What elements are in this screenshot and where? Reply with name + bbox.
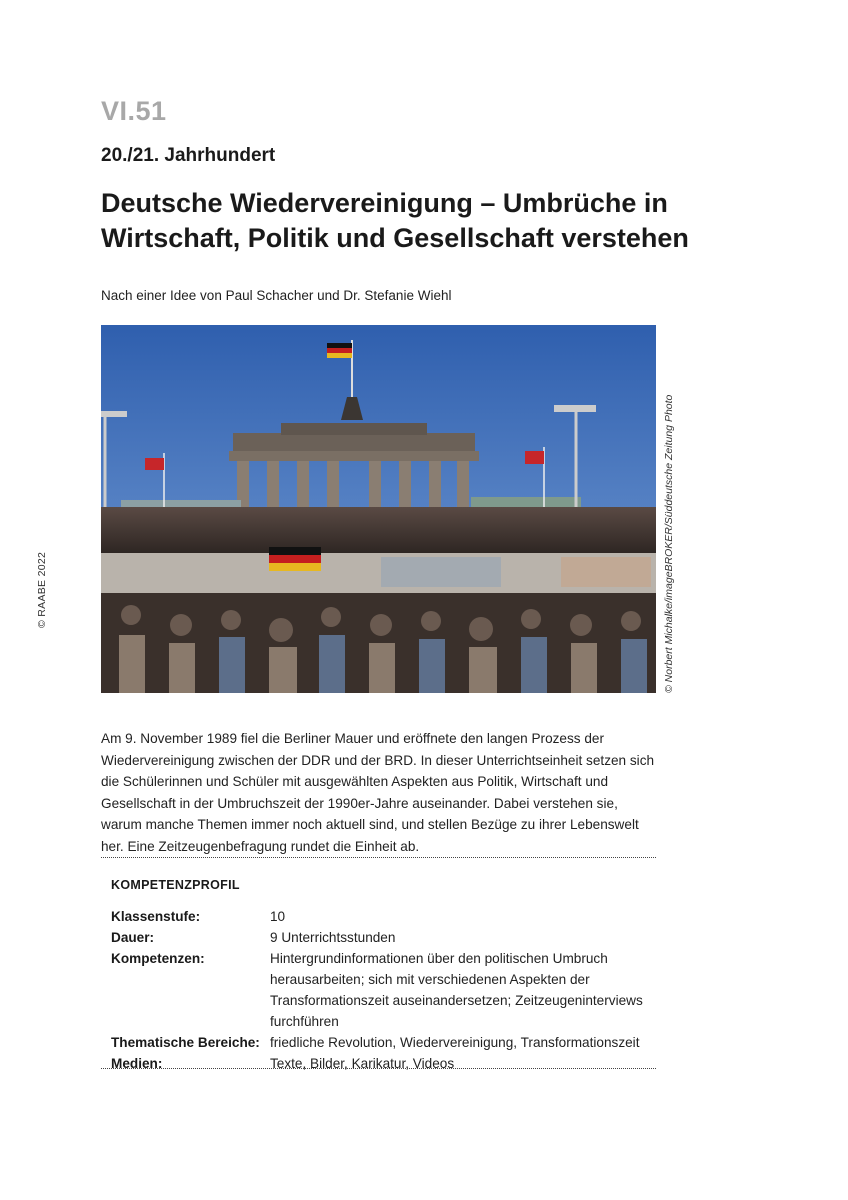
profile-row-duration (111, 927, 656, 948)
intro-paragraph: Am 9. November 1989 fiel die Berliner Mauer und eröffnete den langen Prozess der Wiedervereinigung zwischen der DDR und der BRD. In dieser Unterrichtseinheit setzen sich die Schülerinnen und Schüler mit ausgewählten Aspekten aus Politik, Wirtschaft und Gesellschaft in der Umbruchszeit der 1990er-Jahre auseinander. Dabei verstehen sie, warum manche Themen immer noch aktuell sind, und stellen Bezüge zu ihrer Lebenswelt her. Eine Zeitzeugenbefragung rundet die Einheit ab. (101, 731, 655, 854)
profile-row-competences (111, 948, 656, 1032)
profile-value: 9 Unterrichtsstunden (270, 930, 396, 945)
copyright-note: © RAABE 2022 (36, 551, 48, 628)
profile-label: Thematische Bereiche: (111, 1035, 260, 1050)
profile-label: Kompetenzen: (111, 951, 205, 966)
idea-credit: Nach einer Idee von Paul Schacher und Dr. Stefanie Wiehl (101, 288, 452, 303)
subtitle-century: 20./21. Jahrhundert (101, 145, 276, 166)
photo-credit: © Norbert Michalke/imageBROKER/Süddeutsche Zeitung Photo (663, 394, 675, 693)
divider-top (101, 857, 656, 858)
profile-label: Klassenstufe: (111, 909, 201, 924)
profile-row-topics (111, 1032, 656, 1053)
competence-profile (111, 906, 656, 1074)
profile-row-grade (111, 906, 656, 927)
divider-bottom (101, 1068, 656, 1069)
brandenburg-gate-photo (101, 325, 656, 693)
profile-value: 10 (270, 909, 286, 924)
profile-row-media (111, 1053, 656, 1074)
profile-value: Hintergrundinformationen über den politischen Umbruch herausarbeiten; sich mit verschiedenen Aspekten der Transformationszeit auseinandersetzen; Zeitzeugeninterviews furchführen (270, 951, 643, 1029)
unit-code: VI.51 (101, 96, 167, 126)
profile-label: Medien: (111, 1056, 163, 1071)
profile-value: friedliche Revolution, Wiedervereinigung, Transformationszeit (270, 1035, 640, 1050)
profile-label: Dauer: (111, 930, 155, 945)
profile-value: Texte, Bilder, Karikatur, Videos (270, 1056, 455, 1071)
page-title: Deutsche Wiedervereinigung – Umbrüche in Wirtschaft, Politik und Gesellschaft verstehen (101, 188, 689, 253)
profile-heading: KOMPETENZPROFIL (111, 878, 240, 892)
